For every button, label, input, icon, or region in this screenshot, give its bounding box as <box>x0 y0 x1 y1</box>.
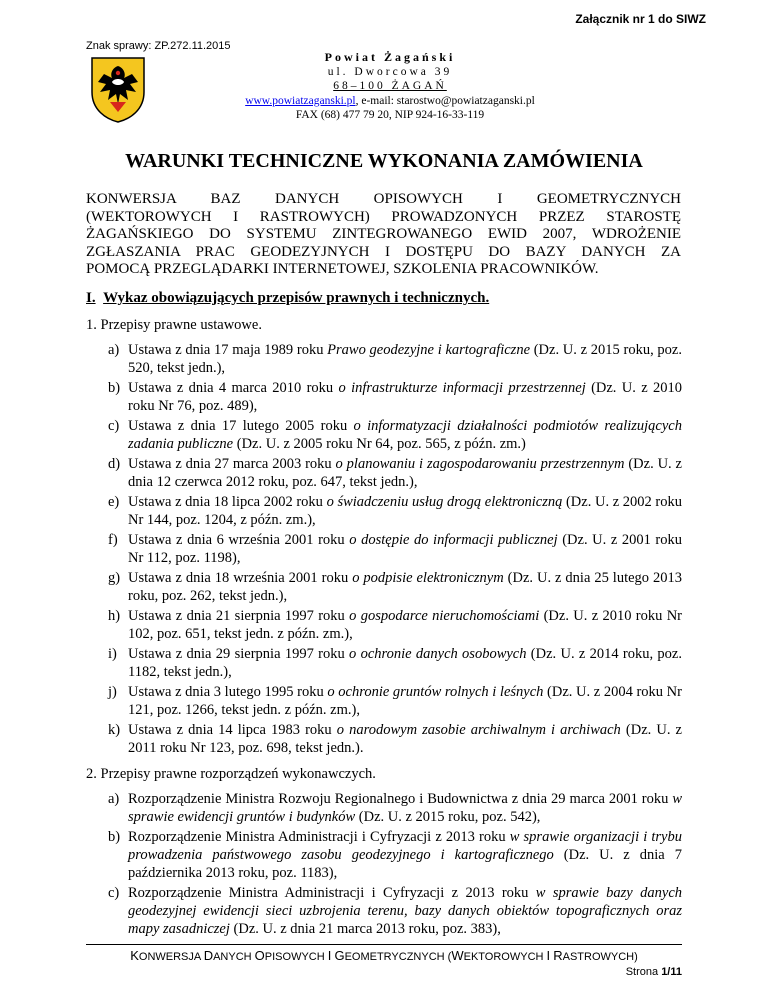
item-text: Ustawa z dnia 18 lipca 2002 roku <box>128 494 327 510</box>
item-text: Rozporządzenie Ministra Rozwoju Regionalnego i Budownictwa z dnia 29 marca 2001 roku <box>128 791 673 807</box>
item-letter: f) <box>108 532 118 548</box>
letterhead <box>240 50 540 123</box>
list-item <box>108 379 682 415</box>
item-text: Ustawa z dnia 14 lipca 1983 roku <box>128 722 337 738</box>
item-title: o gospodarce nieruchomościami <box>349 608 540 624</box>
list-item <box>108 721 682 757</box>
letterhead-contact <box>240 94 540 109</box>
item-letter: e) <box>108 494 120 510</box>
page-label: Strona <box>625 966 659 978</box>
item-title: o infrastrukturze informacji przestrzennej <box>338 380 586 396</box>
item-citation: (Dz. U. z 2010 roku Nr 102, poz. 651, tekst jedn. z późn. zm.), <box>128 608 682 642</box>
page-number <box>626 966 682 978</box>
website-link[interactable]: www.powiatzaganski.pl <box>245 94 356 107</box>
item-letter: k) <box>108 722 121 738</box>
list-item <box>108 683 682 719</box>
footer-divider <box>86 944 682 945</box>
item-title: o podpisie elektronicznym <box>352 570 504 586</box>
email-text: , e-mail: starostwo@powiatzaganski.pl <box>355 94 535 107</box>
item-title: o ochronie danych osobowych <box>349 646 527 662</box>
subject-line: POMOCĄ PRZEGLĄDARKI INTERNETOWEJ, SZKOLENIA PRACOWNIKÓW. <box>86 261 599 277</box>
section-number: I. <box>86 290 96 306</box>
item-citation: (Dz. U. z 2004 roku Nr 121, poz. 1266, tekst jedn. z późn. zm.), <box>128 684 682 718</box>
group-title: 2. Przepisy prawne rozporządzeń wykonawczych. <box>86 766 376 782</box>
item-title: Prawo geodezyjne i kartograficzne <box>327 342 531 358</box>
item-title: w sprawie ewidencji gruntów i budynków <box>128 791 682 825</box>
item-citation: (Dz. U. z 2014 roku, poz. 1182, tekst jedn.), <box>128 646 682 680</box>
letterhead-fax: FAX (68) 477 79 20, NIP 924-16-33-119 <box>295 109 485 121</box>
item-letter: i) <box>108 646 117 662</box>
item-letter: g) <box>108 570 121 586</box>
item-citation: (Dz. U. z dnia 25 lutego 2013 roku, poz. 262, tekst jedn.), <box>128 570 682 604</box>
item-title: o narodowym zasobie archiwalnym i archiwach <box>336 722 621 738</box>
list-item <box>108 884 682 938</box>
item-citation: (Dz. U. z 2005 roku Nr 64, poz. 565, z późn. zm.) <box>233 436 526 452</box>
item-letter: c) <box>108 418 120 434</box>
item-text: Ustawa z dnia 17 maja 1989 roku <box>128 342 328 358</box>
case-number: Znak sprawy: ZP.272.11.2015 <box>86 40 231 52</box>
item-letter: j) <box>108 684 117 700</box>
item-title: o ochronie gruntów rolnych i leśnych <box>327 684 544 700</box>
item-citation: (Dz. U. z dnia 21 marca 2013 roku, poz. 383), <box>229 921 501 937</box>
item-citation: (Dz. U. z dnia 12 czerwca 2012 roku, poz. 647, tekst jedn.), <box>128 456 682 490</box>
item-letter: c) <box>108 885 120 901</box>
list-item <box>108 607 682 643</box>
item-text: Ustawa z dnia 3 lutego 1995 roku <box>128 684 328 700</box>
item-citation: (Dz. U. z 2001 roku Nr 112, poz. 1198), <box>128 532 682 566</box>
item-letter: b) <box>108 829 121 845</box>
item-title: o świadczeniu usług drogą elektroniczną <box>326 494 563 510</box>
item-text: Ustawa z dnia 21 sierpnia 1997 roku <box>128 608 350 624</box>
item-citation: (Dz. U. z 2015 roku, poz. 520, tekst jedn.), <box>128 342 682 376</box>
list-item <box>108 531 682 567</box>
item-text: Rozporządzenie Ministra Administracji i Cyfryzacji z 2013 roku <box>128 885 536 901</box>
item-text: Ustawa z dnia 27 marca 2003 roku <box>128 456 336 472</box>
item-letter: h) <box>108 608 121 624</box>
item-citation: (Dz. U. z 2010 roku Nr 76, poz. 489), <box>128 380 682 414</box>
subject-line: KONWERSJA BAZ DANYCH OPISOWYCH I GEOMETRYCZNYCH <box>86 191 681 207</box>
item-text: Ustawa z dnia 17 lutego 2005 roku <box>128 418 354 434</box>
page-value: 1/11 <box>661 966 682 978</box>
subject-block <box>86 191 681 279</box>
item-letter: a) <box>108 791 120 807</box>
item-text: Ustawa z dnia 6 września 2001 roku <box>128 532 350 548</box>
item-letter: a) <box>108 342 120 358</box>
item-text: Ustawa z dnia 29 sierpnia 1997 roku <box>128 646 350 662</box>
subject-line: (WEKTOROWYCH I RASTROWYCH) PROWADZONYCH PRZEZ STAROSTĘ <box>86 208 681 225</box>
list-item <box>108 790 682 826</box>
list-item <box>108 828 682 882</box>
letterhead-city: 68–100 ŻAGAŃ <box>333 80 447 92</box>
item-title: o dostępie do informacji publicznej <box>349 532 558 548</box>
subject-line: ŻAGAŃSKIEGO DO SYSTEMU ZINTEGROWANEGO EWID 2007, WDROŻENIE <box>86 226 681 242</box>
list-item <box>108 493 682 529</box>
item-title: w sprawie organizacji i trybu prowadzenia państwowego zasobu geodezyjnego i kartograficznego <box>128 829 682 863</box>
list-item <box>108 417 682 453</box>
item-title: o planowaniu i zagospodarowaniu przestrzennym <box>335 456 625 472</box>
item-text: Ustawa z dnia 18 września 2001 roku <box>128 570 353 586</box>
letterhead-street: ul. Dworcowa 39 <box>327 65 453 78</box>
item-citation: (Dz. U. z 2011 roku Nr 123, poz. 698, tekst jedn.). <box>128 722 682 756</box>
item-citation: (Dz. U. z 2015 roku, poz. 542), <box>355 809 541 825</box>
item-letter: d) <box>108 456 121 472</box>
attachment-label: Załącznik nr 1 do SIWZ <box>575 12 706 26</box>
section-title: Wykaz obowiązujących przepisów prawnych i technicznych. <box>103 290 490 306</box>
item-title: o informatyzacji działalności podmiotów realizujących zadania publiczne <box>128 418 682 452</box>
item-text: Rozporządzenie Ministra Administracji i Cyfryzacji z 2013 roku <box>128 829 510 845</box>
letterhead-name: Powiat Żagański <box>324 50 456 64</box>
list-item <box>108 341 682 377</box>
subject-line: ZGŁASZANIA PRAC GEODEZYJNYCH I DOSTĘPU DO BAZY DANYCH ZA <box>86 243 681 260</box>
group-title: 1. Przepisy prawne ustawowe. <box>86 317 262 333</box>
item-letter: b) <box>108 380 121 396</box>
item-text: Ustawa z dnia 4 marca 2010 roku <box>128 380 339 396</box>
document-title: WARUNKI TECHNICZNE WYKONANIA ZAMÓWIENIA <box>125 150 643 172</box>
item-citation: (Dz. U. z 2002 roku Nr 144, poz. 1204, z późn. zm.), <box>128 494 682 528</box>
list-item <box>108 645 682 681</box>
list-item <box>108 455 682 491</box>
county-crest-icon <box>90 56 146 124</box>
list-item <box>108 569 682 605</box>
item-title: w sprawie bazy danych geodezyjnej ewidencji sieci uzbrojenia terenu, bazy danych obiektów topograficznych oraz mapy zasadniczej <box>128 885 682 937</box>
item-citation: (Dz. U. z dnia 7 października 2013 roku, poz. 1183), <box>128 847 682 881</box>
footer-title: KONWERSJA DANYCH OPISOWYCH I GEOMETRYCZNYCH (WEKTOROWYCH I RASTROWYCH) <box>130 948 638 963</box>
section-heading <box>86 290 682 307</box>
